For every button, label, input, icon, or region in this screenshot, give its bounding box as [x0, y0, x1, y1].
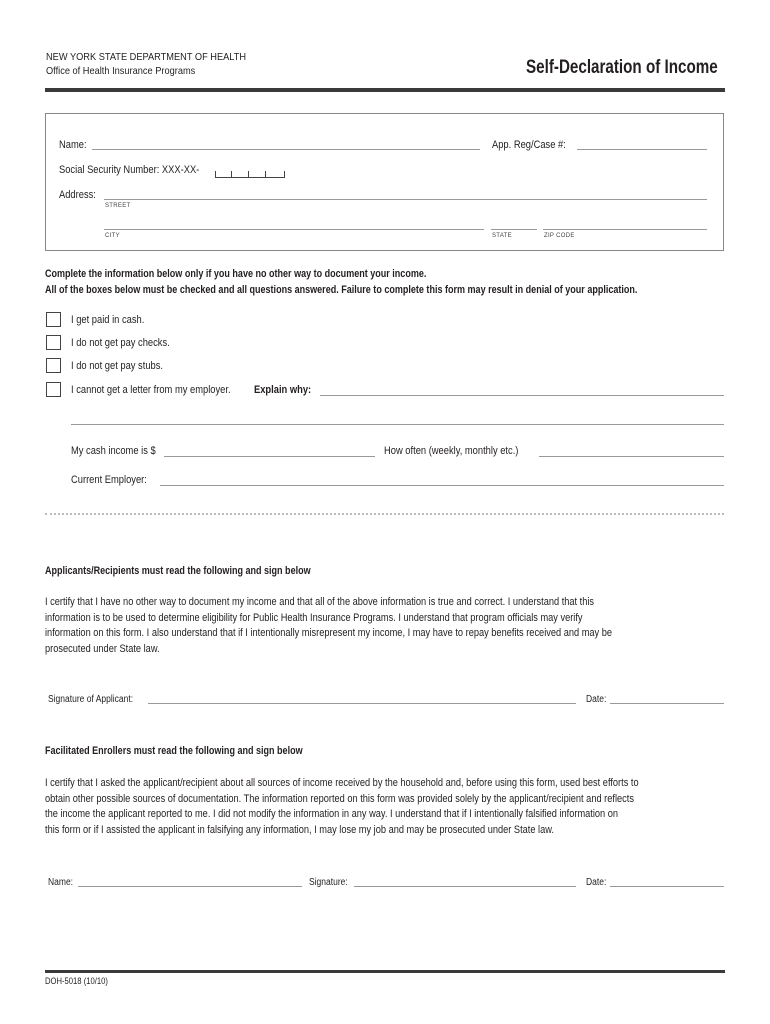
explain-why-field[interactable]: [320, 395, 724, 396]
applicant-signature-field[interactable]: [148, 703, 576, 704]
enroller-cert-heading: Facilitated Enrollers must read the following and sign below: [45, 745, 303, 757]
zip-field[interactable]: [543, 229, 707, 230]
checklist-item-3: I do not get pay stubs.: [71, 360, 164, 372]
zip-sublabel: ZIP CODE: [544, 233, 575, 239]
street-sublabel: STREET: [105, 203, 131, 209]
cash-income-field[interactable]: [164, 456, 375, 457]
enroller-signature-label: Signature:: [309, 877, 348, 888]
header-rule: [45, 88, 725, 92]
checklist-item-2: I do not get pay checks.: [71, 337, 170, 349]
cash-income-label: My cash income is $: [71, 445, 156, 457]
case-number-field[interactable]: [577, 149, 707, 150]
current-employer-label: Current Employer:: [71, 474, 147, 486]
checklist-item-1: I get paid in cash.: [71, 314, 145, 326]
applicant-date-label: Date:: [586, 694, 607, 705]
instructions-line-1: Complete the information below only if you have no other way to document your income.: [45, 268, 427, 280]
enroller-signature-field[interactable]: [354, 886, 576, 887]
footer-rule: [45, 970, 725, 973]
current-employer-field[interactable]: [160, 485, 724, 486]
checkbox-no-pay-checks[interactable]: [46, 335, 61, 350]
enroller-date-label: Date:: [586, 877, 607, 888]
instructions-line-2: All of the boxes below must be checked and all questions answered. Failure to complete this form may result in denial of your application.: [45, 284, 638, 296]
enroller-name-field[interactable]: [78, 886, 302, 887]
form-title: Self-Declaration of Income: [526, 57, 718, 78]
how-often-label: How often (weekly, monthly etc.): [384, 445, 519, 457]
section-divider: [45, 513, 724, 515]
checklist-item-4: I cannot get a letter from my employer. Explain why:: [71, 384, 312, 396]
applicant-date-field[interactable]: [610, 703, 724, 704]
city-field[interactable]: [104, 229, 484, 230]
form-number: DOH-5018 (10/10): [45, 976, 108, 986]
state-sublabel: STATE: [492, 233, 512, 239]
applicant-signature-label: Signature of Applicant:: [48, 694, 134, 705]
checkbox-no-employer-letter[interactable]: [46, 382, 61, 397]
address-label: Address:: [59, 189, 96, 201]
ssn-label: Social Security Number: XXX-XX-: [59, 164, 200, 176]
enroller-name-label: Name:: [48, 877, 74, 888]
explain-why-field-2[interactable]: [71, 424, 724, 425]
applicant-info-box: [45, 113, 724, 251]
applicant-cert-heading: Applicants/Recipients must read the following and sign below: [45, 565, 311, 577]
applicant-cert-text: I certify that I have no other way to document my income and that all of the above information is true and correct. I understand that this information is to be used to determine eligibility for Public Health Insurance Programs. I understand that program officials may verify information on this form. I also understand that if I intentionally misrepresent my income, I may have to repay benefits received and may be prosecuted under State law.: [45, 596, 613, 655]
checkbox-no-pay-stubs[interactable]: [46, 358, 61, 373]
agency-name: NEW YORK STATE DEPARTMENT OF HEALTH: [46, 51, 247, 63]
street-field[interactable]: [104, 199, 707, 200]
city-sublabel: CITY: [105, 233, 120, 239]
office-name: Office of Health Insurance Programs: [46, 65, 196, 77]
how-often-field[interactable]: [539, 456, 724, 457]
name-label: Name:: [59, 139, 87, 151]
name-field[interactable]: [92, 149, 480, 150]
enroller-cert-text: I certify that I asked the applicant/recipient about all sources of income received by the household and, before using this form, used best efforts to obtain other possible sources of documentation. The information reported on this form was provided solely by the applicant/recipient and reflects the income the applicant reported to me. I did not modify the information in any way. I understand that if I intentionally falsified information on this form or if I assisted the applicant in falsifying any information, I may lose my job and may be prosecuted under State law.: [45, 777, 639, 836]
state-field[interactable]: [491, 229, 537, 230]
enroller-date-field[interactable]: [610, 886, 724, 887]
explain-why-label: Explain why:: [254, 384, 312, 396]
case-label: App. Reg/Case #:: [492, 139, 566, 151]
checkbox-paid-in-cash[interactable]: [46, 312, 61, 327]
